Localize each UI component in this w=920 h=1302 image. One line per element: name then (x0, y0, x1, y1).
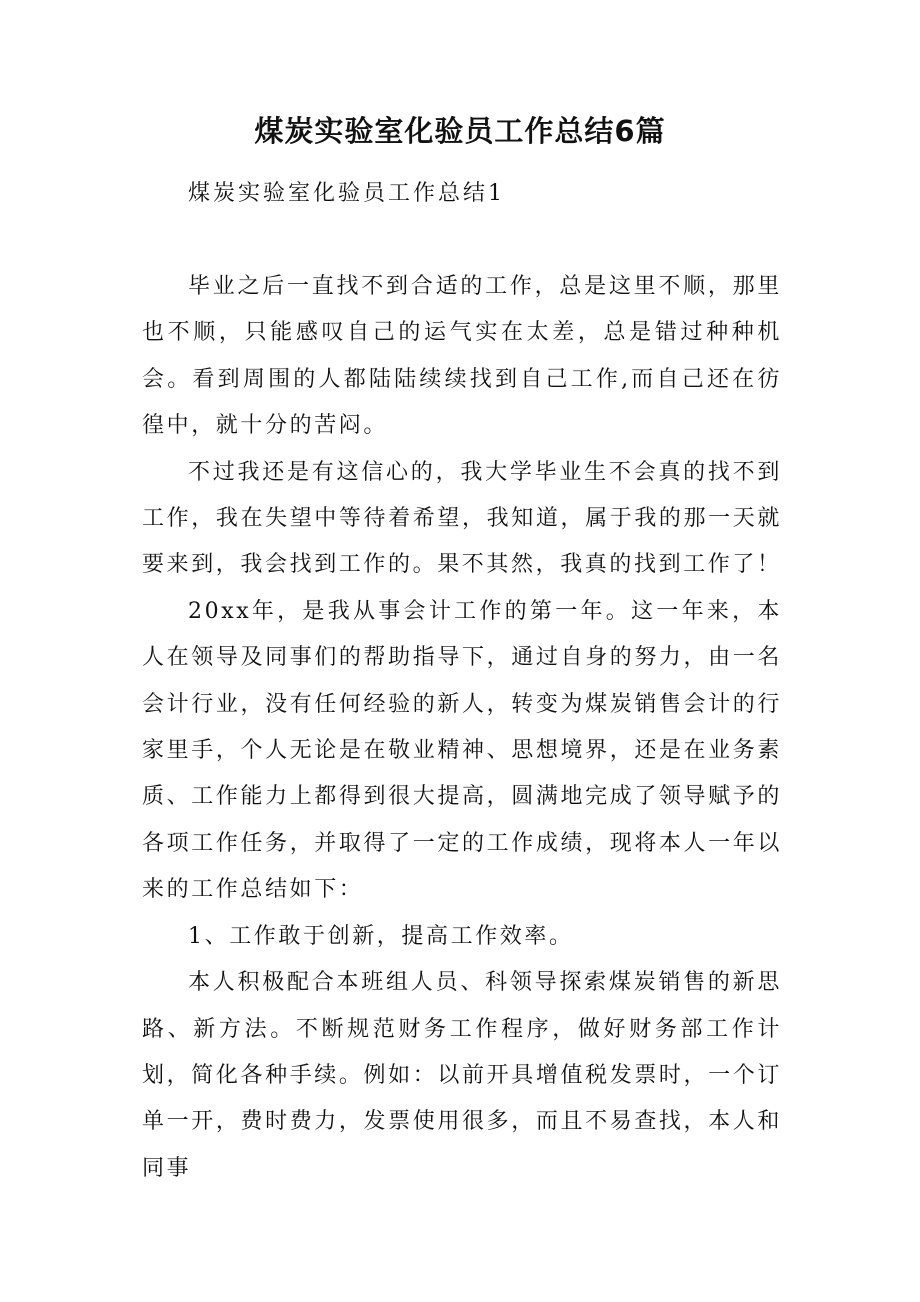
body-paragraph: 毕业之后一直找不到合适的工作，总是这里不顺，那里也不顺，只能感叹自己的运气实在太差，总是错过种种机会。看到周围的人都陆陆续续找到自己工作,而自己还在彷徨中，就十分的苦闷。 (142, 274, 782, 439)
document-body (142, 264, 782, 1192)
body-paragraph: 不过我还是有这信心的，我大学毕业生不会真的找不到工作，我在失望中等待着希望，我知道，属于我的那一天就要来到，我会找到工作的。果不其然，我真的找到工作了！ (142, 459, 782, 578)
body-paragraph: 20xx年，是我从事会计工作的第一年。这一年来，本人在领导及同事们的帮助指导下，通过自身的努力，由一名会计行业，没有任何经验的新人，转变为煤炭销售会计的行家里手，个人无论是在敬业精神、思想境界，还是在业务素质、工作能力上都得到很大提高，圆满地完成了领导赋予的各项工作任务，并取得了一定的工作成绩，现将本人一年以来的工作总结如下： (142, 598, 782, 903)
document-title: 煤炭实验室化验员工作总结6篇 (254, 114, 666, 148)
section-subtitle: 煤炭实验室化验员工作总结1 (188, 181, 505, 206)
body-paragraph: 本人积极配合本班组人员、科领导探索煤炭销售的新思路、新方法。不断规范财务工作程序，做好财务部工作计划，简化各种手续。例如：以前开具增值税发票时，一个订单一开，费时费力，发票使用很多，而且不易查找，本人和同事 (142, 970, 782, 1181)
list-heading: 1、工作敢于创新，提高工作效率。 (188, 923, 574, 949)
